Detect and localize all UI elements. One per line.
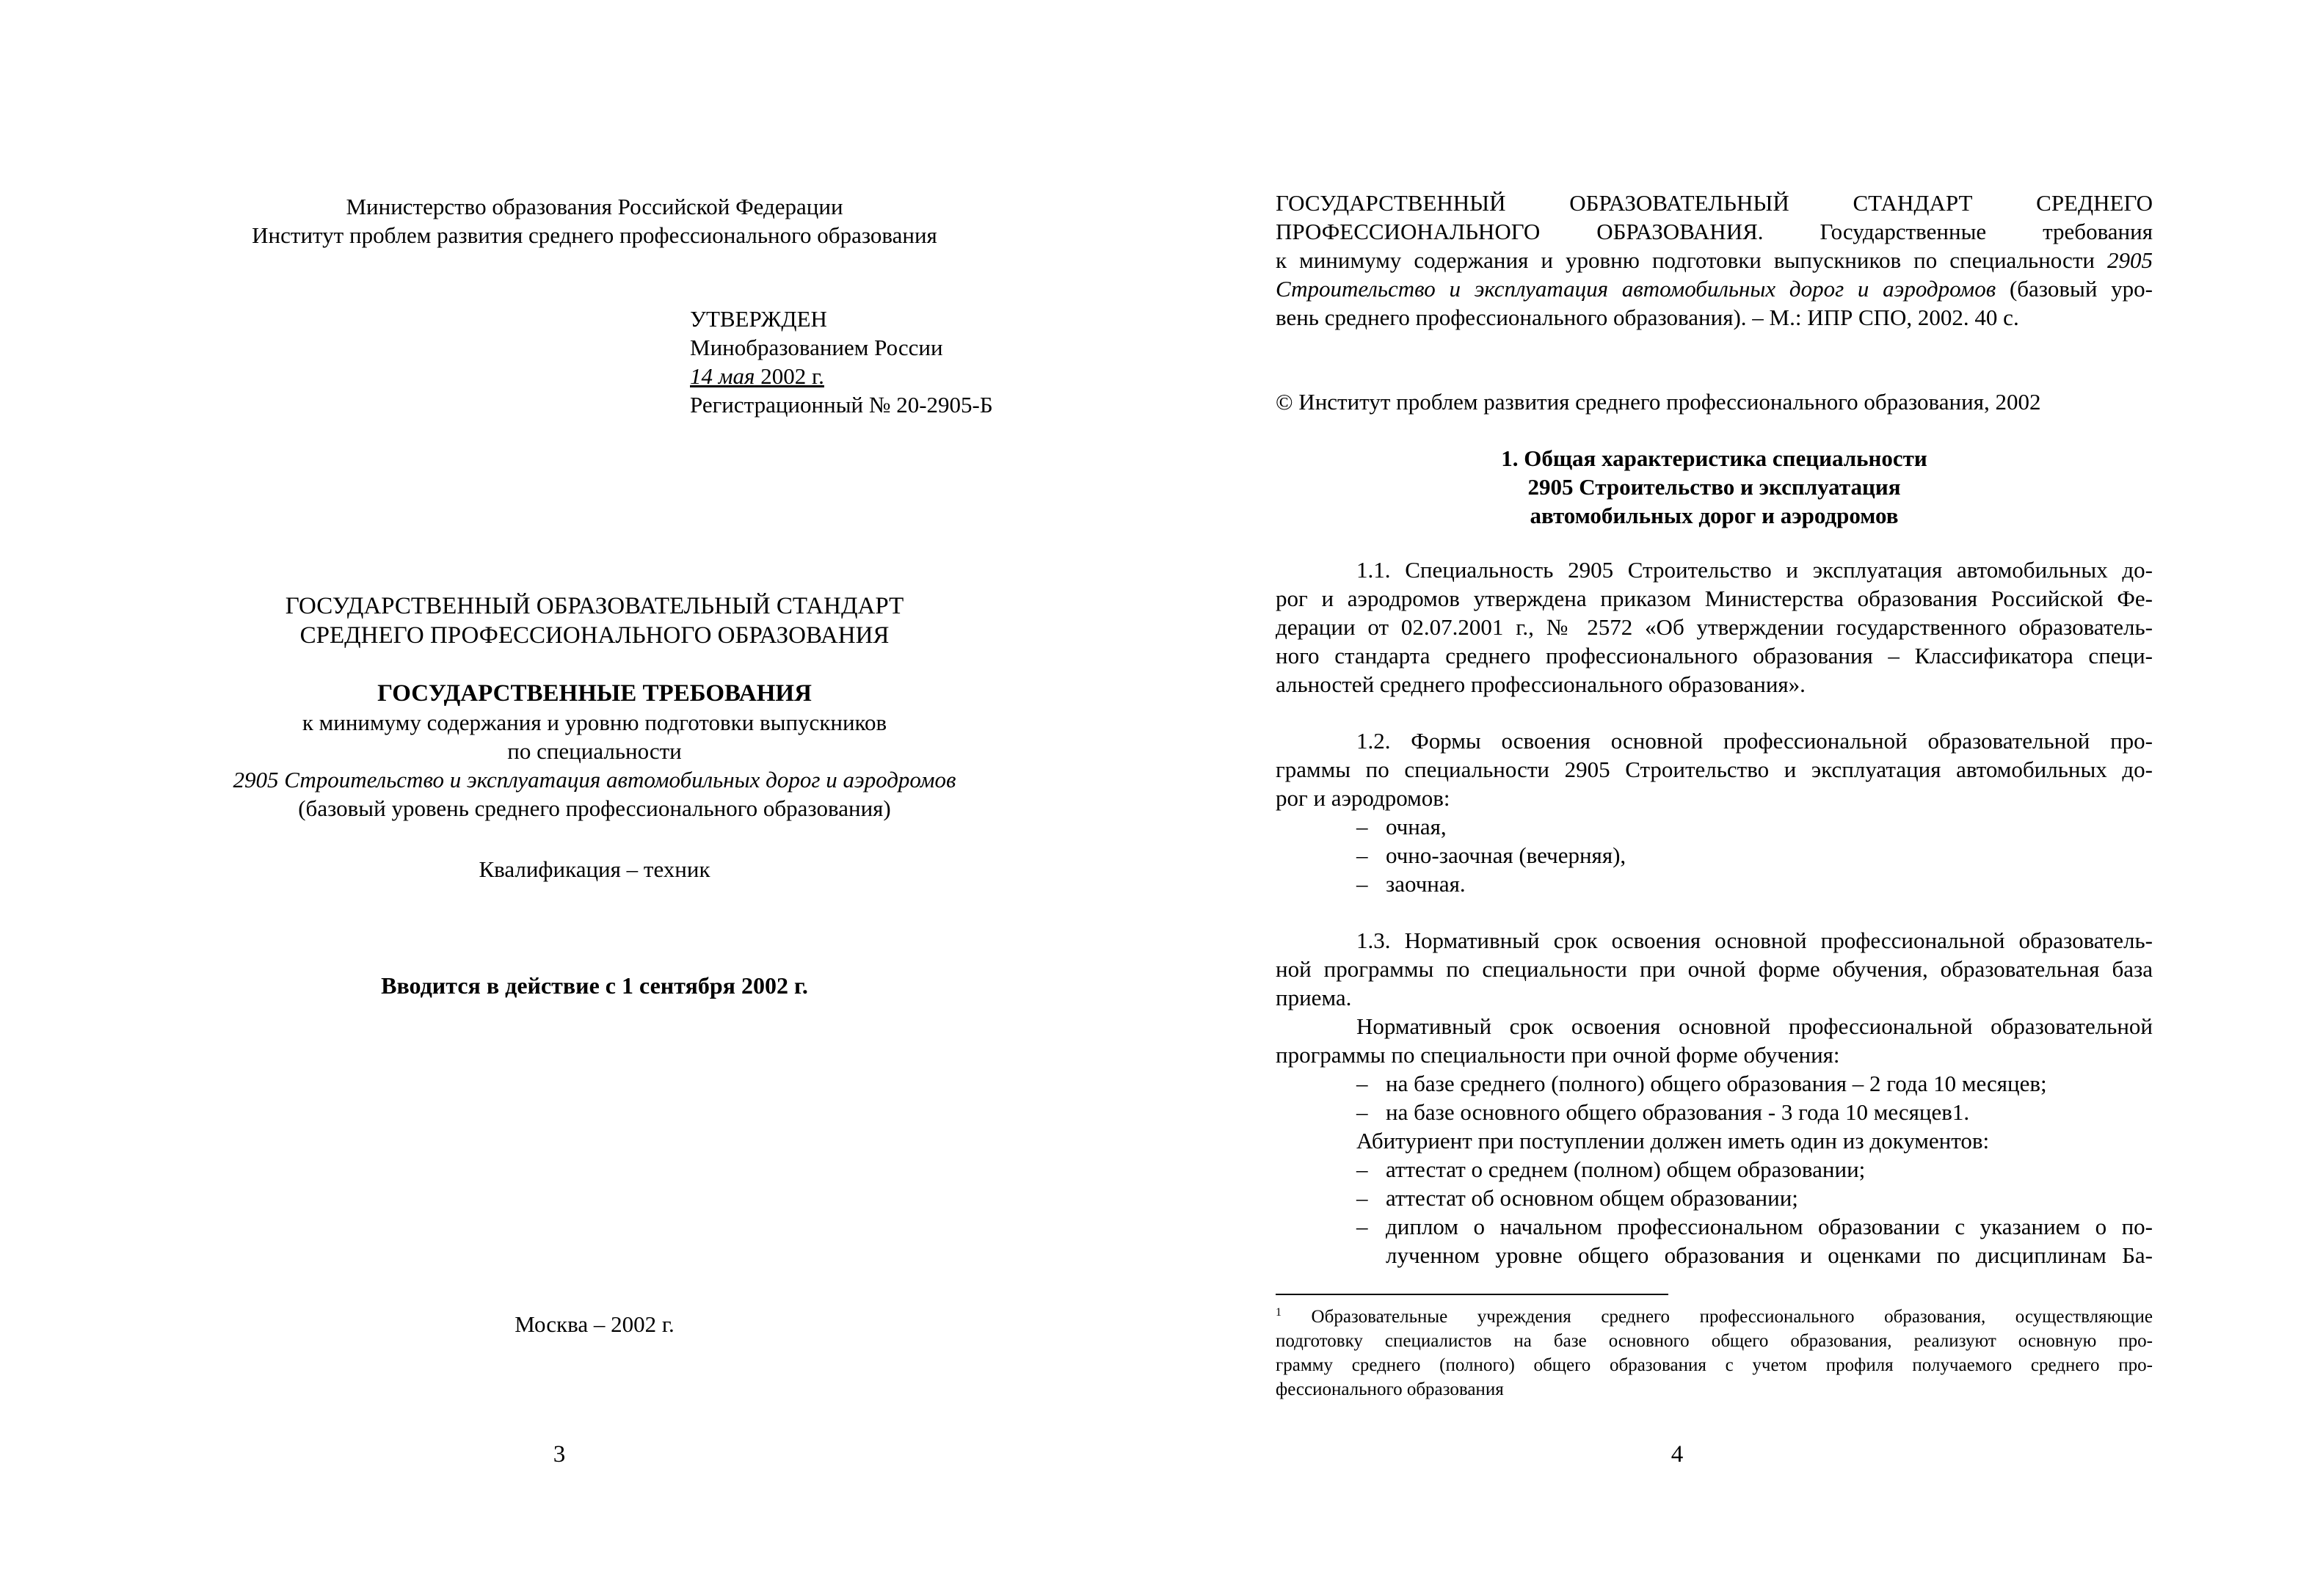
list-item bbox=[1276, 1184, 2153, 1212]
paragraph-1-3 bbox=[1276, 926, 2153, 1269]
page-number: 4 bbox=[1671, 1441, 1684, 1468]
effective-date: Вводится в действие с 1 сентября 2002 г. bbox=[381, 972, 808, 999]
paragraph-line: 1.1. Специальность 2905 Строительство и эксплуатация автомобильных до- bbox=[1356, 557, 2153, 583]
list-item-text: очная, bbox=[1386, 814, 1447, 839]
list-dash: – bbox=[1356, 1099, 1368, 1125]
biblio-line-4-plain: (базовый уро- bbox=[1996, 276, 2153, 302]
approval-date bbox=[690, 362, 993, 390]
list-item-text: диплом о начальном профессиональном образовании с указанием о по- bbox=[1386, 1214, 2153, 1239]
paragraph-line: программы по специальности при очной форме обучения: bbox=[1276, 1042, 1840, 1068]
biblio-line bbox=[1276, 246, 2153, 274]
paragraph-line: рог и аэродромов утверждена приказом Министерства образования Российской Фе- bbox=[1276, 586, 2153, 611]
paragraph-line: альностей среднего профессионального образования». bbox=[1276, 671, 1806, 697]
biblio-line-4-italic: Строительство и эксплуатация автомобильных дорог и аэродромов bbox=[1276, 276, 1996, 302]
standard-title bbox=[154, 591, 1035, 650]
paragraph-line: 1.3. Нормативный срок освоения основной профессиональной образователь- bbox=[1356, 928, 2153, 953]
paragraph-line: 1.2. Формы освоения основной профессиональной образовательной про- bbox=[1356, 728, 2153, 754]
footnote-line-text: Образовательные учреждения среднего профессионального образования, осуществляющие bbox=[1282, 1307, 2153, 1327]
list-dash: – bbox=[1356, 1214, 1368, 1239]
list-dash: – bbox=[1356, 1071, 1368, 1096]
footnote-marker: 1 bbox=[1276, 1306, 1282, 1319]
list-item-text: лученном уровне общего образования и оценками по дисциплинам Ба- bbox=[1386, 1242, 2153, 1268]
city-year: Москва – 2002 г. bbox=[515, 1311, 675, 1337]
approved-by: Минобразованием России bbox=[690, 335, 943, 360]
list-dash: – bbox=[1356, 842, 1368, 868]
list-item-text: очно-заочная (вечерняя), bbox=[1386, 842, 1626, 868]
approved-label: УТВЕРЖДЕН bbox=[690, 306, 827, 332]
standard-title-line: СРЕДНЕГО ПРОФЕССИОНАЛЬНОГО ОБРАЗОВАНИЯ bbox=[299, 622, 890, 649]
registration-number: Регистрационный № 20-2905-Б bbox=[690, 392, 993, 418]
qualification: Квалификация – техник bbox=[479, 856, 710, 882]
paragraph-line: ного стандарта среднего профессионального образования – Классификатора специ- bbox=[1276, 643, 2153, 668]
footnote-line bbox=[1276, 1305, 2153, 1329]
list-item bbox=[1276, 1098, 2153, 1126]
requirements-block bbox=[132, 679, 1057, 823]
list-item bbox=[1276, 841, 2153, 870]
list-item-text: на базе среднего (полного) общего образования – 2 года 10 месяцев; bbox=[1386, 1071, 2047, 1096]
requirements-line: по специальности bbox=[507, 738, 682, 764]
section-heading bbox=[1276, 444, 2153, 530]
footnote-line: подготовку специалистов на базе основного общего образования, реализуют основную про- bbox=[1276, 1331, 2153, 1351]
page-number: 3 bbox=[553, 1441, 566, 1468]
footnote bbox=[1276, 1305, 2153, 1402]
biblio-line: вень среднего профессионального образования). – М.: ИПР СПО, 2002. 40 с. bbox=[1276, 305, 2019, 330]
ministry-name: Министерство образования Российской Федерации bbox=[346, 194, 843, 219]
list-item-text: заочная. bbox=[1386, 871, 1466, 897]
paragraph-line: дерации от 02.07.2001 г., № 2572 «Об утверждении государственного образователь- bbox=[1276, 614, 2153, 640]
biblio-line-3-italic: 2905 bbox=[2107, 247, 2153, 273]
footnote-line: фессионального образования bbox=[1276, 1380, 1504, 1399]
list-dash: – bbox=[1356, 1156, 1368, 1182]
biblio-line bbox=[1276, 274, 2153, 303]
section-heading-line: автомобильных дорог и аэродромов bbox=[1530, 503, 1899, 528]
copyright: © Институт проблем развития среднего профессионального образования, 2002 bbox=[1276, 389, 2041, 415]
list-item bbox=[1276, 1069, 2153, 1098]
list-item-text: аттестат об основном общем образовании; bbox=[1386, 1185, 1798, 1211]
specialty-name: 2905 Строительство и эксплуатация автомобильных дорог и аэродромов bbox=[233, 767, 956, 792]
biblio-line-3-plain: к минимуму содержания и уровню подготовки выпускников по специальности bbox=[1276, 247, 2107, 273]
list-dash: – bbox=[1356, 1185, 1368, 1211]
list-item bbox=[1276, 1155, 2153, 1184]
standard-title-line: ГОСУДАРСТВЕННЫЙ ОБРАЗОВАТЕЛЬНЫЙ СТАНДАРТ bbox=[285, 593, 904, 619]
approval-date-day: 14 мая bbox=[690, 363, 755, 389]
paragraph-1-1 bbox=[1276, 555, 2153, 699]
approval-date-year: 2002 г. bbox=[755, 363, 824, 389]
requirements-line: к минимуму содержания и уровню подготовки выпускников bbox=[302, 710, 887, 735]
biblio-line: ГОСУДАРСТВЕННЫЙ ОБРАЗОВАТЕЛЬНЫЙ СТАНДАРТ СРЕДНЕГО bbox=[1276, 190, 2153, 216]
footnote-line: грамму среднего (полного) общего образования с учетом профиля получаемого среднего про- bbox=[1276, 1355, 2153, 1375]
section-heading-line: 1. Общая характеристика специальности bbox=[1501, 445, 1927, 471]
requirements-title: ГОСУДАРСТВЕННЫЕ ТРЕБОВАНИЯ bbox=[377, 680, 812, 707]
right-page bbox=[1156, 0, 2312, 1596]
paragraph-line: ной программы по специальности при очной форме обучения, образовательная база bbox=[1276, 956, 2153, 982]
list-item bbox=[1276, 1212, 2153, 1269]
institute-name: Институт проблем развития среднего профессионального образования bbox=[252, 222, 937, 248]
paragraph-1-2 bbox=[1276, 726, 2153, 898]
paragraph-line: рог и аэродромов: bbox=[1276, 785, 1450, 811]
paragraph-line: приема. bbox=[1276, 985, 1352, 1010]
list-item-text: на базе основного общего образования - 3 года 10 месяцев1. bbox=[1386, 1099, 1970, 1125]
list-item bbox=[1276, 812, 2153, 841]
biblio-line: ПРОФЕССИОНАЛЬНОГО ОБРАЗОВАНИЯ. Государственные требования bbox=[1276, 219, 2153, 244]
footnote-separator bbox=[1276, 1294, 1668, 1295]
bibliographic-description bbox=[1276, 189, 2153, 332]
list-dash: – bbox=[1356, 871, 1368, 897]
list-item bbox=[1276, 870, 2153, 898]
approval-block bbox=[690, 305, 993, 419]
list-item-text: аттестат о среднем (полном) общем образовании; bbox=[1386, 1156, 1866, 1182]
ministry-header bbox=[220, 192, 969, 249]
paragraph-line: граммы по специальности 2905 Строительство и эксплуатация автомобильных до- bbox=[1276, 757, 2153, 782]
paragraph-line: Нормативный срок освоения основной профессиональной образовательной bbox=[1356, 1013, 2153, 1039]
education-level: (базовый уровень среднего профессионального образования) bbox=[298, 795, 891, 821]
paragraph-line: Абитуриент при поступлении должен иметь один из документов: bbox=[1356, 1128, 1990, 1154]
list-dash: – bbox=[1356, 814, 1368, 839]
section-heading-line: 2905 Строительство и эксплуатация bbox=[1527, 474, 1901, 500]
